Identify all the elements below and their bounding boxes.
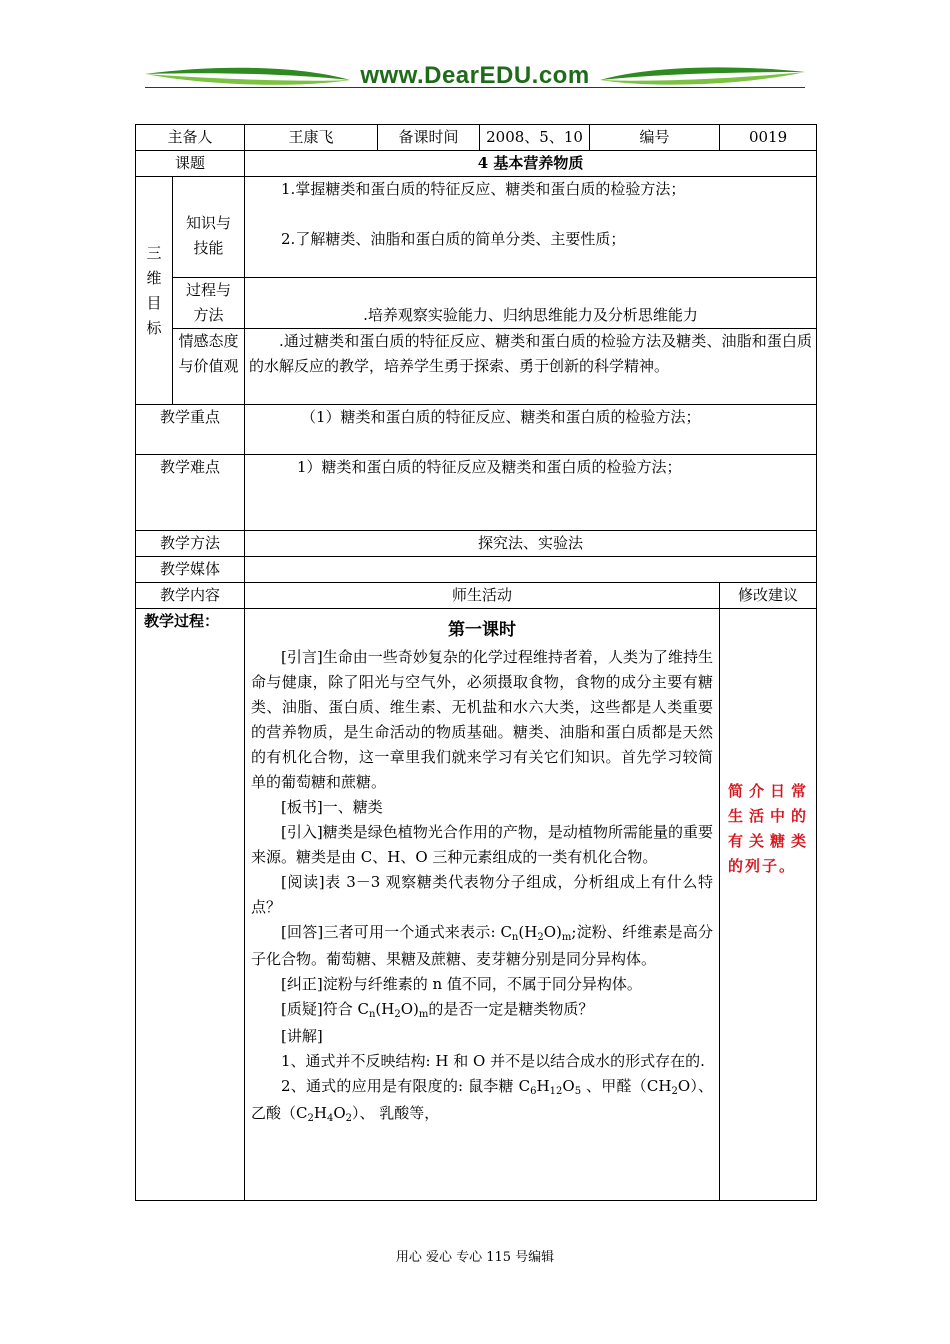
media-value [245,557,817,583]
emotion-cell [245,329,817,405]
emotion-text: .通过糖类和蛋白质的特征反应、糖类和蛋白质的检验方法及糖类、油脂和蛋白质的水解反应的教学，培养学生勇于探索、勇于创新的科学精神。 [249,332,813,375]
suggestion-cell [720,609,817,1201]
process-text: .培养观察实验能力、归纳思维能力及分析思维能力 [363,306,698,324]
paragraph-intro: [引言]生命由一些奇妙复杂的化学过程维持者着，人类为了维持生命与健康，除了阳光与空气外，必须摄取食物，食物的成分主要有糖类、油脂、蛋白质、维生素、无机盐和水六大类，这些都是人类重要的营养物质，是生命活动的物质基础。糖类、油脂和蛋白质都是天然的有机化合物，这一章里我们就来学习有关它们知识。首先学习较简单的葡萄糖和蔗糖。 [251,648,714,791]
time-value: 2008、5、10 [480,125,590,151]
knowledge-label: 知识与技能 [186,214,232,257]
difficulties-label: 教学难点 [136,455,245,531]
media-label: 教学媒体 [136,557,245,583]
process-label-cell [173,278,245,329]
key-points-value: （1）糖类和蛋白质的特征反应、糖类和蛋白质的检验方法； [245,405,817,455]
site-logo-text: www.DearEDU.com [360,62,590,89]
lesson-title: 第一课时 [448,620,517,640]
site-banner [140,58,810,94]
suggestion-note: 简介日常生活中的有关糖类的列子。 [728,782,809,875]
paragraph-lead-in: [引入]糖类是绿色植物光合作用的产物，是动植物所需能量的重要来源。糖类是由 C、H、O 三种元素组成的一类有机化合物。 [251,823,714,866]
emotion-label-cell [173,329,245,405]
paragraph-board: [板书]一、糖类 [281,798,383,816]
time-label: 备课时间 [378,125,480,151]
paragraph-explain: [讲解] [281,1027,323,1045]
column-content: 教学内容 [136,583,245,609]
paragraph-point-2: 2、通式的应用是有限度的: 鼠李糖 $C_6H_{12}O_5$ 、甲醛$(CH_2O)$、乙酸$(C_2H_4O_2)$、 乳酸等， [251,1077,714,1124]
knowledge-label-cell [173,177,245,278]
topic-label: 课题 [136,151,245,177]
paragraph-correction: [纠正]淀粉与纤维素的 n 值不同，不属于同分异构体。 [281,975,642,993]
number-value: 0019 [720,125,817,151]
key-points-label: 教学重点 [136,405,245,455]
process-cell [245,278,817,329]
process-label: 过程与方法 [186,281,232,324]
paragraph-question: [质疑]符合 $C_n(H_2O)_m$的是否一定是糖类物质？ [281,1000,594,1020]
lesson-plan-table [135,124,817,1201]
activity-cell [245,609,720,1201]
goals-label: 三维目标 [146,243,162,337]
goals-label-cell [136,177,173,405]
paragraph-point-1: 1、通式并不反映结构: H 和 O 并不是以结合成水的形式存在的. [281,1052,705,1070]
column-activity: 师生活动 [245,583,720,609]
number-label: 编号 [590,125,720,151]
method-value: 探究法、实验法 [245,531,817,557]
emotion-label: 情感态度与价值观 [178,332,239,375]
paragraph-reading: [阅读]表 3－3 观察糖类代表物分子组成，分析组成上有什么特点？ [251,873,714,916]
header-rule [145,87,805,88]
column-suggestion: 修改建议 [720,583,817,609]
page-footer: 用心 爱心 专心 115 号编辑 [395,1250,555,1265]
process-section-label: 教学过程： [136,609,245,1201]
preparer-value: 王康飞 [245,125,378,151]
knowledge-cell [245,177,817,278]
knowledge-item-2: 2.了解糖类、油脂和蛋白质的简单分类、主要性质； [281,230,626,248]
topic-value: 4 基本营养物质 [245,151,817,177]
preparer-label: 主备人 [136,125,245,151]
paragraph-answer: [回答]三者可用一个通式来表示: $C_n(H_2O)_m$;淀粉、纤维素是高分子化合物。葡萄糖、果糖及蔗糖、麦芽糖分别是同分异构体。 [251,923,714,968]
difficulties-value: 1）糖类和蛋白质的特征反应及糖类和蛋白质的检验方法； [245,455,817,531]
knowledge-item-1: 1.掌握糖类和蛋白质的特征反应、糖类和蛋白质的检验方法； [281,180,686,198]
method-label: 教学方法 [136,531,245,557]
